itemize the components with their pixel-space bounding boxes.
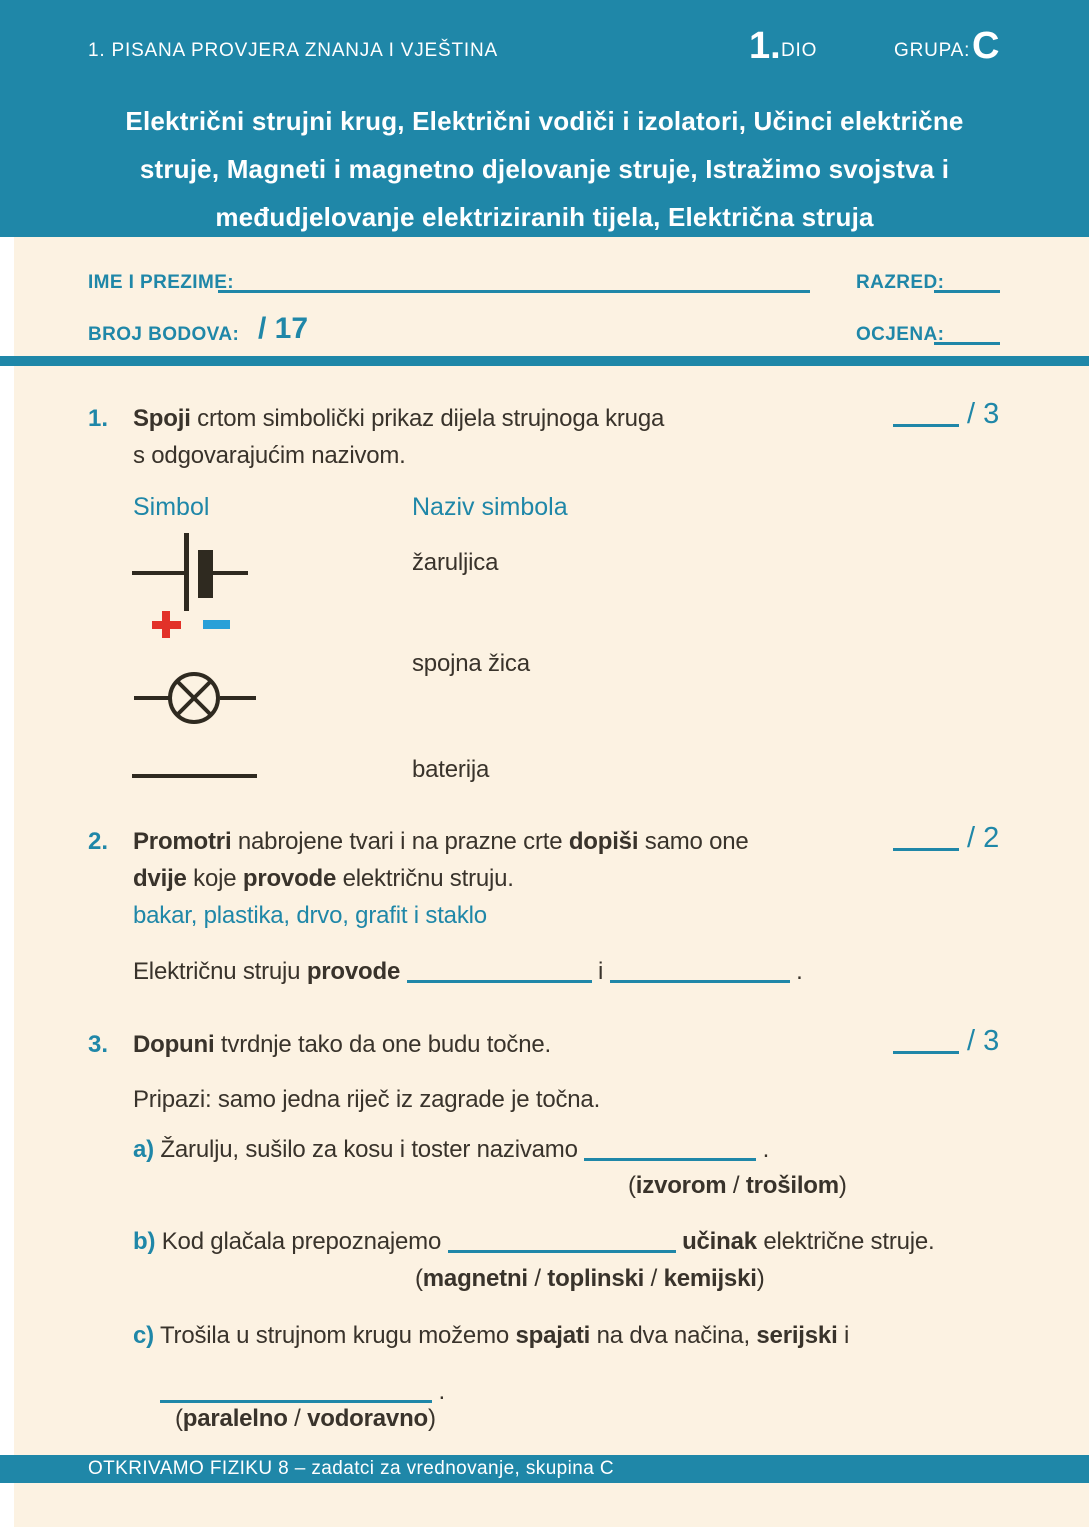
answer-blank[interactable] — [407, 979, 592, 983]
answer-blank[interactable] — [610, 979, 790, 983]
text-segment: nabrojene tvari i na prazne crte — [231, 828, 569, 855]
text-segment: i — [591, 958, 610, 985]
q3-options-b — [415, 1265, 765, 1293]
text-segment: ( — [628, 1172, 636, 1199]
text-segment: na dva načina, — [590, 1322, 757, 1349]
points-label: BROJ BODOVA: — [88, 324, 240, 345]
separator-bar — [0, 356, 1089, 366]
text-segment: dvije — [133, 865, 187, 892]
q2-text-line2 — [133, 865, 514, 893]
text-segment: / — [644, 1265, 664, 1292]
plus-icon — [152, 611, 181, 638]
q1-number: 1. — [88, 405, 109, 432]
footer-text: OTKRIVAMO FIZIKU 8 – zadatci za vrednovanje, skupina C — [88, 1458, 614, 1479]
grade-label: OCJENA: — [856, 324, 945, 345]
text-segment: ) — [838, 1172, 847, 1199]
name-label: IME I PREZIME: — [88, 272, 234, 293]
q3-options-a — [628, 1172, 847, 1200]
text-segment: spajati — [515, 1322, 591, 1349]
text-segment: Električnu struju — [133, 958, 307, 985]
q2-text-line1 — [133, 828, 749, 856]
text-segment: b) — [133, 1228, 156, 1255]
text-segment: paralelno — [182, 1405, 288, 1432]
name-fill-line[interactable] — [218, 290, 810, 293]
assessment-label: 1. PISANA PROVJERA ZNANJA I VJEŠTINA — [88, 40, 498, 61]
q1-name-spojna-zica: spojna žica — [412, 650, 530, 677]
q3-number: 3. — [88, 1031, 109, 1058]
lamp-symbol — [132, 669, 258, 727]
text-segment: . — [432, 1378, 445, 1405]
answer-blank[interactable] — [160, 1399, 432, 1403]
q2-materials-list: bakar, plastika, drvo, grafit i staklo — [133, 902, 487, 929]
text-segment: / 3 — [959, 398, 1000, 430]
text-segment: / — [287, 1405, 308, 1432]
answer-blank[interactable] — [448, 1249, 676, 1253]
text-segment: vodoravno — [307, 1405, 428, 1432]
text-segment: električne struje. — [756, 1228, 935, 1255]
text-segment: ) — [428, 1405, 436, 1432]
q1-score — [893, 398, 999, 431]
text-segment: tvrdnje tako da one budu točne. — [214, 1031, 551, 1058]
q1-text-line2: s odgovarajućim nazivom. — [133, 442, 406, 469]
page-title — [0, 97, 1089, 241]
text-segment: a) — [133, 1136, 154, 1163]
text-segment: Spoji — [133, 405, 191, 432]
part-number: 1. — [749, 25, 781, 67]
q3-note: Pripazi: samo jedna riječ iz zagrade je točna. — [133, 1086, 601, 1113]
title-line-3: međudjelovanje elektriziranih tijela, Električna struja — [215, 202, 874, 232]
text-segment: Promotri — [133, 828, 232, 855]
answer-blank[interactable] — [893, 1050, 959, 1054]
text-segment: c) — [133, 1322, 154, 1349]
q3-item-c-blank-line — [160, 1378, 445, 1406]
text-segment: električnu struju. — [336, 865, 514, 892]
text-segment: toplinski — [547, 1265, 645, 1292]
q2-answer-sentence — [133, 958, 803, 986]
text-segment: kemijski — [663, 1265, 757, 1292]
q3-item-a — [133, 1136, 769, 1164]
text-segment: crtom simbolički prikaz dijela strujnoga kruga — [190, 405, 665, 432]
title-line-2: struje, Magneti i magnetno djelovanje struje, Istražimo svojstva i — [139, 154, 950, 184]
text-segment: samo one — [638, 828, 749, 855]
text-segment: provode — [306, 958, 401, 985]
text-segment: koje — [186, 865, 243, 892]
text-segment: Žarulju, sušilo za kosu i toster nazivamo — [153, 1136, 585, 1163]
text-segment: . — [756, 1136, 770, 1163]
battery-long-plate — [184, 533, 189, 611]
answer-blank[interactable] — [893, 423, 959, 427]
q1-name-column-header: Naziv simbola — [412, 493, 568, 521]
text-segment: provode — [242, 865, 337, 892]
text-segment: Kod glačala prepoznajemo — [155, 1228, 448, 1255]
grade-fill-line[interactable] — [934, 342, 1000, 345]
text-segment: / — [527, 1265, 548, 1292]
text-segment: magnetni — [422, 1265, 528, 1292]
q1-name-baterija: baterija — [412, 756, 490, 783]
battery-short-plate — [198, 550, 213, 598]
group-letter: C — [972, 25, 1000, 67]
text-segment: / 2 — [959, 822, 1000, 854]
points-total: / 17 — [258, 312, 309, 345]
text-segment: / 3 — [959, 1025, 1000, 1057]
text-segment: ( — [415, 1265, 423, 1292]
text-segment: serijski — [756, 1322, 838, 1349]
q1-name-zaruljica: žaruljica — [412, 549, 499, 576]
text-segment: ) — [756, 1265, 765, 1292]
wire-symbol — [132, 774, 257, 778]
q2-number: 2. — [88, 828, 109, 855]
text-segment: Trošila u strujnom krugu možemo — [153, 1322, 516, 1349]
q3-score — [893, 1025, 999, 1058]
group-label: GRUPA: — [894, 40, 971, 61]
text-segment: ( — [175, 1405, 183, 1432]
battery-lead-right — [213, 571, 248, 575]
title-line-1: Električni strujni krug, Električni vodiči i izolatori, Učinci električne — [125, 106, 964, 136]
q3-item-c — [133, 1322, 849, 1350]
q1-text-line1 — [133, 405, 664, 433]
q3-item-b — [133, 1228, 935, 1256]
text-segment: trošilom — [745, 1172, 839, 1199]
text-segment: izvorom — [635, 1172, 727, 1199]
battery-lead-left — [132, 571, 184, 575]
text-segment: . — [789, 958, 803, 985]
text-segment: Dopuni — [133, 1031, 215, 1058]
text-segment: / — [726, 1172, 746, 1199]
q2-score — [893, 822, 999, 855]
q3-intro — [133, 1031, 551, 1059]
class-fill-line[interactable] — [934, 290, 1000, 293]
q1-symbol-column-header: Simbol — [133, 493, 210, 521]
minus-icon — [203, 620, 230, 629]
text-segment: učinak — [682, 1228, 757, 1255]
text-segment: dopiši — [568, 828, 639, 855]
answer-blank[interactable] — [584, 1157, 756, 1161]
text-segment: i — [837, 1322, 850, 1349]
class-label: RAZRED: — [856, 272, 945, 293]
answer-blank[interactable] — [893, 847, 959, 851]
q3-options-c — [175, 1405, 436, 1433]
part-word: DIO — [781, 40, 818, 61]
